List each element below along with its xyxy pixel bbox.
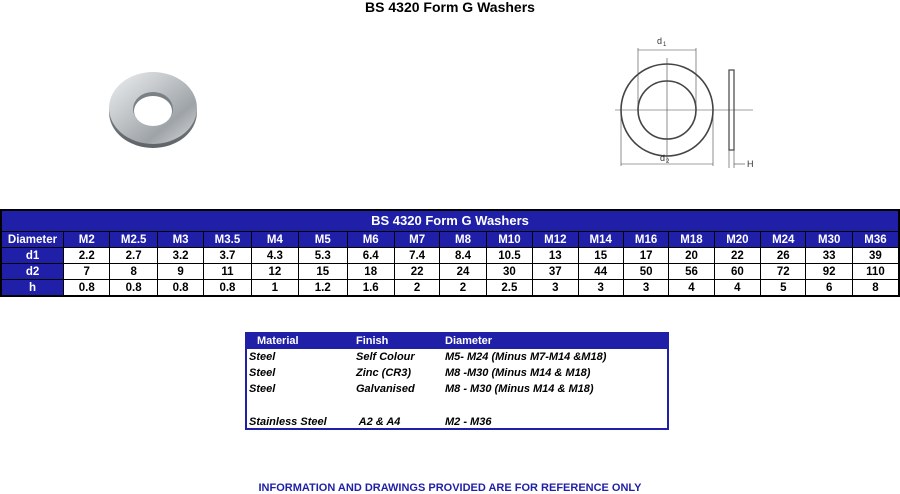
size-header: M14: [578, 232, 623, 248]
table-cell: 2.7: [110, 248, 157, 264]
d2-subscript: 2: [666, 159, 670, 165]
table-cell: 13: [533, 248, 578, 264]
table-cell: 44: [578, 264, 623, 280]
table-cell: 4: [714, 280, 760, 297]
d2-label: d: [660, 153, 666, 163]
size-header: M16: [623, 232, 668, 248]
d1-subscript: 1: [663, 42, 667, 48]
table-cell: 9: [157, 264, 203, 280]
size-header: M12: [533, 232, 578, 248]
size-header: M30: [806, 232, 852, 248]
size-header: M8: [440, 232, 486, 248]
table-cell: 50: [623, 264, 668, 280]
table-cell: 15: [578, 248, 623, 264]
materials-panel: [245, 332, 669, 430]
table-cell: 0.8: [110, 280, 157, 297]
row-label: h: [1, 280, 64, 297]
table-cell: 3: [623, 280, 668, 297]
table-cell: 56: [669, 264, 714, 280]
table-cell: 3: [533, 280, 578, 297]
material-name: Steel: [249, 383, 276, 395]
table-cell: 22: [714, 248, 760, 264]
table-cell: 20: [669, 248, 714, 264]
table-cell: 7: [64, 264, 110, 280]
material-row: [247, 414, 667, 430]
table-cell: 37: [533, 264, 578, 280]
washer-photo: [107, 68, 199, 150]
table-cell: 72: [761, 264, 806, 280]
table-cell: 33: [806, 248, 852, 264]
table-cell: 8: [110, 264, 157, 280]
row-label: d2: [1, 264, 64, 280]
table-cell: 22: [394, 264, 439, 280]
table-cell: 92: [806, 264, 852, 280]
table-cell: 2.2: [64, 248, 110, 264]
table-cell: 5: [761, 280, 806, 297]
material-diameter: M8 -M30 (Minus M14 & M18): [445, 367, 591, 379]
material-name: Steel: [249, 351, 276, 363]
material-finish: Self Colour: [356, 351, 415, 363]
table-cell: 4: [669, 280, 714, 297]
material-row: [247, 381, 667, 397]
page-title: BS 4320 Form G Washers: [365, 0, 535, 15]
material-finish: Zinc (CR3): [356, 367, 411, 379]
table-row-h: [1, 280, 899, 297]
table-cell: 7.4: [394, 248, 439, 264]
table-cell: 0.8: [157, 280, 203, 297]
size-header-row: [1, 232, 899, 248]
table-cell: 18: [347, 264, 394, 280]
table-title: BS 4320 Form G Washers: [1, 210, 899, 232]
material-header: Material: [257, 335, 299, 347]
table-cell: 3.2: [157, 248, 203, 264]
table-cell: 11: [204, 264, 251, 280]
finish-header: Finish: [356, 335, 389, 347]
table-cell: 2: [394, 280, 439, 297]
table-cell: 17: [623, 248, 668, 264]
size-header: M18: [669, 232, 714, 248]
diameter-header: Diameter: [445, 335, 493, 347]
size-header: M7: [394, 232, 439, 248]
size-header: M3: [157, 232, 203, 248]
header-label: Diameter: [1, 232, 64, 248]
h-label: H: [747, 159, 754, 169]
table-cell: 1.2: [299, 280, 347, 297]
dimension-table: [0, 209, 900, 297]
material-diameter: M8 - M30 (Minus M14 & M18): [445, 383, 594, 395]
table-cell: 1.6: [347, 280, 394, 297]
table-cell: 5.3: [299, 248, 347, 264]
table-cell: 26: [761, 248, 806, 264]
table-cell: 3.7: [204, 248, 251, 264]
table-cell: 6.4: [347, 248, 394, 264]
table-cell: 60: [714, 264, 760, 280]
size-header: M3.5: [204, 232, 251, 248]
table-row-d2: [1, 264, 899, 280]
materials-header: [247, 334, 667, 349]
table-cell: 8.4: [440, 248, 486, 264]
table-cell: 24: [440, 264, 486, 280]
d1-label: d: [657, 36, 663, 46]
size-header: M2.5: [110, 232, 157, 248]
table-cell: 1: [251, 280, 298, 297]
size-header: M5: [299, 232, 347, 248]
table-cell: 0.8: [204, 280, 251, 297]
material-diameter: M2 - M36: [445, 416, 492, 428]
table-cell: 15: [299, 264, 347, 280]
size-header: M2: [64, 232, 110, 248]
table-row-d1: [1, 248, 899, 264]
table-cell: 2: [440, 280, 486, 297]
material-row: [247, 349, 667, 365]
table-cell: 30: [486, 264, 532, 280]
table-cell: 0.8: [64, 280, 110, 297]
table-cell: 12: [251, 264, 298, 280]
material-name: Steel: [249, 367, 276, 379]
table-cell: 110: [852, 264, 899, 280]
material-finish: Galvanised: [356, 383, 415, 395]
table-cell: 6: [806, 280, 852, 297]
size-header: M6: [347, 232, 394, 248]
table-cell: 2.5: [486, 280, 532, 297]
material-row: [247, 365, 667, 381]
disclaimer: INFORMATION AND DRAWINGS PROVIDED ARE FOR REFERENCE ONLY: [258, 482, 642, 494]
table-cell: 4.3: [251, 248, 298, 264]
size-header: M36: [852, 232, 899, 248]
size-header: M20: [714, 232, 760, 248]
table-cell: 8: [852, 280, 899, 297]
table-cell: 3: [578, 280, 623, 297]
washer-drawing: [605, 30, 775, 175]
material-finish: A2 & A4: [356, 416, 401, 428]
row-spacer: [247, 397, 667, 414]
row-label: d1: [1, 248, 64, 264]
table-cell: 39: [852, 248, 899, 264]
size-header: M10: [486, 232, 532, 248]
table-cell: 10.5: [486, 248, 532, 264]
size-header: M24: [761, 232, 806, 248]
material-diameter: M5- M24 (Minus M7-M14 &M18): [445, 351, 607, 363]
material-name: Stainless Steel: [249, 416, 327, 428]
size-header: M4: [251, 232, 298, 248]
